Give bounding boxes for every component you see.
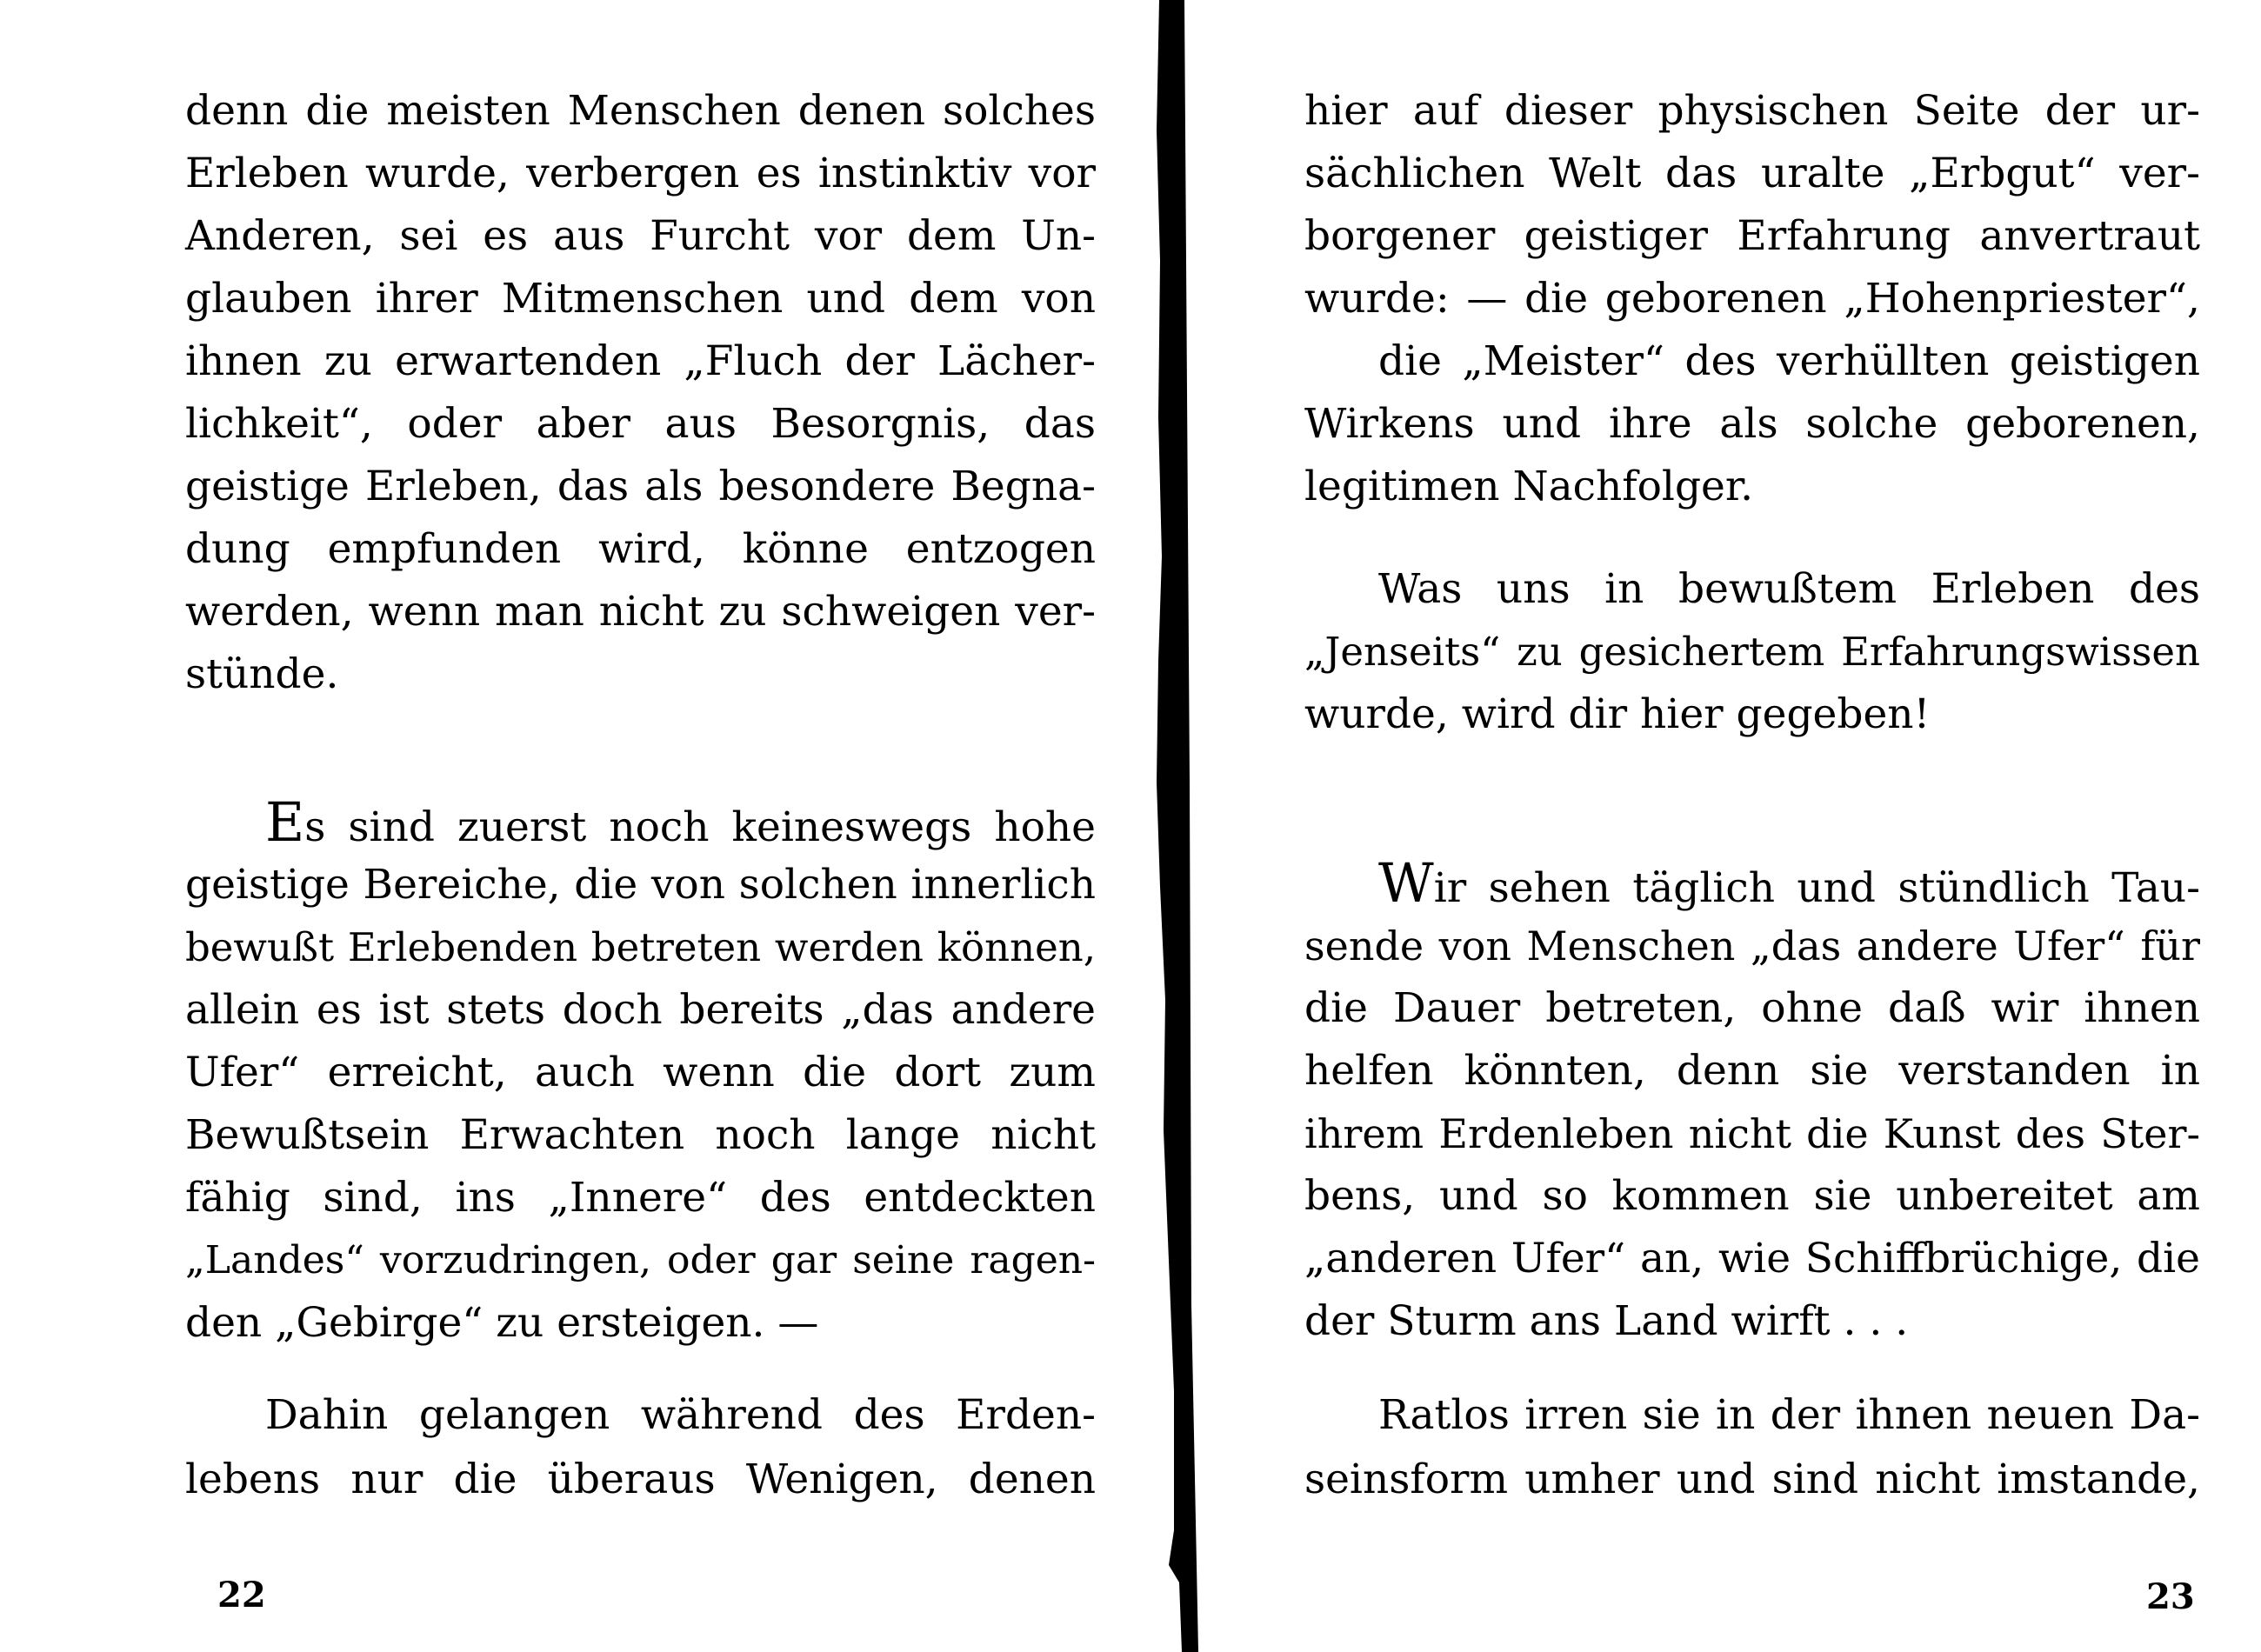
text-line: fähig sind, ins „Innere“ des entdeckten — [185, 1174, 1096, 1222]
text-line: „Jenseits“ zu gesichertem Erfahrungswissen — [1304, 629, 2200, 675]
right-page — [1200, 0, 2261, 1652]
text-line: wurde, wird dir hier gegeben! — [1304, 690, 1931, 738]
text-line: borgener geistiger Erfahrung anvertraut — [1304, 212, 2200, 260]
text-line: legitimen Nachfolger. — [1304, 463, 1754, 510]
page-number-right: 23 — [2146, 1576, 2195, 1617]
text-line-rest: s sind zuerst noch keineswegs hohe — [304, 803, 1096, 851]
text-line: Erleben wurde, verbergen es instinktiv vor — [185, 150, 1096, 197]
text-line: sende von Menschen „das andere Ufer“ für — [1304, 923, 2200, 969]
text-line: seinsform umher und sind nicht imstande, — [1304, 1455, 2200, 1503]
text-line: Wirkens und ihre als solche geborenen, — [1304, 400, 2200, 448]
text-line: Was uns in bewußtem Erleben des — [1378, 565, 2200, 613]
text-line: ihnen zu erwartenden „Fluch der Lächer- — [185, 337, 1096, 385]
text-line: glauben ihrer Mitmenschen und dem von — [185, 275, 1096, 323]
text-line: hier auf dieser physischen Seite der ur- — [1304, 87, 2200, 135]
text-line: sächlichen Welt das uralte „Erbgut“ ver- — [1304, 150, 2200, 197]
text-line: die Dauer betreten, ohne daß wir ihnen — [1304, 984, 2200, 1032]
text-line: Bewußtsein Erwachten noch lange nicht — [185, 1111, 1096, 1159]
text-line: „Landes“ vorzudringen, oder gar seine ragen- — [185, 1238, 1096, 1282]
text-line: die „Meister“ des verhüllten geistigen — [1378, 337, 2200, 385]
text-line: geistige Bereiche, die von solchen innerlich — [185, 861, 1096, 909]
text-line: lichkeit“, oder aber aus Besorgnis, das — [185, 400, 1096, 448]
text-line-rest: ir sehen täglich und stündlich Tau- — [1433, 864, 2200, 912]
gutter-shadow-shape — [1157, 0, 1198, 1652]
text-line: dung empfunden wird, könne entzogen — [185, 525, 1096, 573]
text-line: Ratlos irren sie in der ihnen neuen Da- — [1378, 1391, 2200, 1439]
text-line: werden, wenn man nicht zu schweigen ver- — [185, 588, 1096, 636]
drop-cap: E — [265, 790, 305, 854]
text-line: helfen könnten, denn sie verstanden in — [1304, 1047, 2200, 1095]
text-line: Dahin gelangen während des Erden- — [265, 1391, 1096, 1439]
text-line: wurde: — die geborenen „Hohenpriester“, — [1304, 275, 2200, 323]
text-line: bewußt Erlebenden betreten werden können, — [185, 924, 1096, 970]
text-line: „anderen Ufer“ an, wie Schiffbrüchige, die — [1304, 1235, 2200, 1282]
text-line: lebens nur die überaus Wenigen, denen — [185, 1455, 1096, 1503]
text-line: geistige Erleben, das als besondere Begna- — [185, 463, 1096, 510]
text-line: Anderen, sei es aus Furcht vor dem Un- — [185, 212, 1096, 260]
text-line: allein es ist stets doch bereits „das andere — [185, 986, 1096, 1034]
drop-cap: W — [1378, 851, 1434, 915]
text-line: stünde. — [185, 650, 339, 698]
text-line: den „Gebirge“ zu ersteigen. — — [185, 1299, 819, 1347]
text-line: der Sturm ans Land wirft . . . — [1304, 1297, 1909, 1345]
text-line — [265, 790, 1096, 854]
page-number-left: 22 — [217, 1575, 266, 1615]
text-line: ihrem Erdenleben nicht die Kunst des Ster- — [1304, 1110, 2200, 1157]
text-line: Ufer“ erreicht, auch wenn die dort zum — [185, 1049, 1096, 1096]
text-line: bens, und so kommen sie unbereitet am — [1304, 1172, 2200, 1220]
text-line — [1378, 851, 2200, 915]
text-line: denn die meisten Menschen denen solches — [185, 87, 1096, 135]
